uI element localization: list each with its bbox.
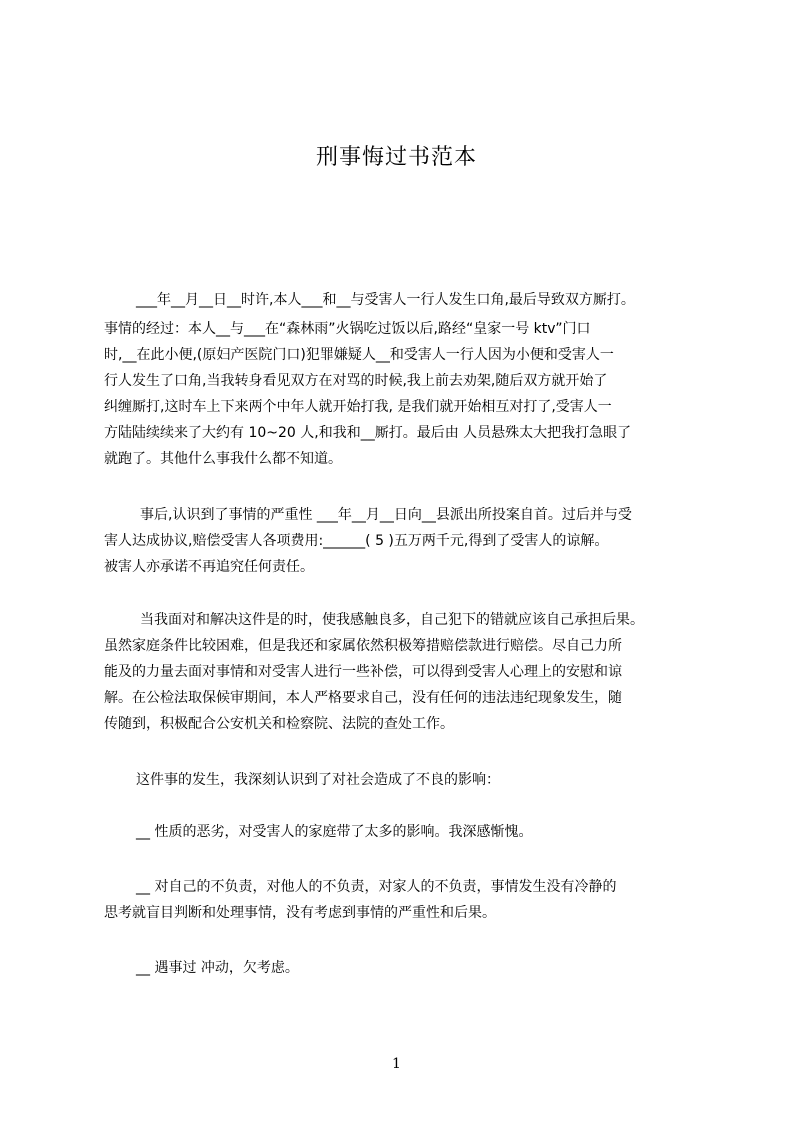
paragraph-1-line-3: 时,__在此小便,(原妇产医院门口)犯罪嫌疑人__和受害人一行人因为小便和受害人一 <box>104 347 614 363</box>
paragraph-6-line-2: 思考就盲目判断和处理事情，没有考虑到事情的严重性和后果。 <box>104 905 496 921</box>
paragraph-3-line-4: 解。在公检法取保候审期间，本人严格要求自己，没有任何的违法违纪现象发生，随 <box>104 690 622 706</box>
paragraph-3-line-1: 当我面对和解决这件是的时，使我感触良多，自己犯下的错就应该自己承担后果。 <box>140 612 644 628</box>
paragraph-2-line-3: 被害人亦承诺不再追究任何责任。 <box>104 559 314 575</box>
paragraph-2-line-2: 害人达成协议,赔偿受害人各项费用:______( 5 )五万两千元,得到了受害人的谅解。 <box>104 533 609 549</box>
paragraph-6-line-1: __ 对自己的不负责，对他人的不负责，对家人的不负责，事情发生没有冷静的 <box>136 879 617 895</box>
paragraph-1-line-7: 就跑了。其他什么事我什么都不知道。 <box>104 451 342 467</box>
document-title: 刑事悔过书范本 <box>315 145 477 170</box>
paragraph-3-line-2: 虽然家庭条件比较困难，但是我还和家属依然积极筹措赔偿款进行赔偿。尽自己力所 <box>104 638 622 654</box>
paragraph-3-line-5: 传随到，积极配合公安机关和检察院、法院的查处工作。 <box>104 716 454 732</box>
paragraph-5-line-1: __ 性质的恶劣，对受害人的家庭带了太多的影响。我深感惭愧。 <box>136 824 533 840</box>
paragraph-7-line-1: __ 遇事过 冲动，欠考虑。 <box>136 960 299 976</box>
paragraph-1-line-1: ___年__月__日__时许,本人___和__与受害人一行人发生口角,最后导致双方厮打。 <box>136 292 635 308</box>
paragraph-1-line-2: 事情的经过：本人__与___在“森林雨”火锅吃过饭以后,路经“皇家一号 ktv”门口 <box>104 321 591 337</box>
paragraph-4-line-1: 这件事的发生，我深刻认识到了对社会造成了不良的影响： <box>136 772 500 788</box>
page-number: 1 <box>392 1056 401 1072</box>
paragraph-3-line-3: 能及的力量去面对事情和对受害人进行一些补偿，可以得到受害人心理上的安慰和谅 <box>104 664 622 680</box>
paragraph-1-line-5: 纠缠厮打,这时车上下来两个中年人就开始打我, 是我们就开始相互对打了,受害人一 <box>104 399 612 415</box>
paragraph-1-line-6: 方陆陆续续来了大约有 10~20 人,和我和__厮打。最后由 人员悬殊太大把我打急眼了 <box>104 425 632 441</box>
paragraph-1-line-4: 行人发生了口角,当我转身看见双方在对骂的时候,我上前去劝架,随后双方就开始了 <box>104 373 608 389</box>
paragraph-2-line-1: 事后,认识到了事情的严重性 ___年__月__日向__县派出所投案自首。过后并与受 <box>140 507 632 523</box>
